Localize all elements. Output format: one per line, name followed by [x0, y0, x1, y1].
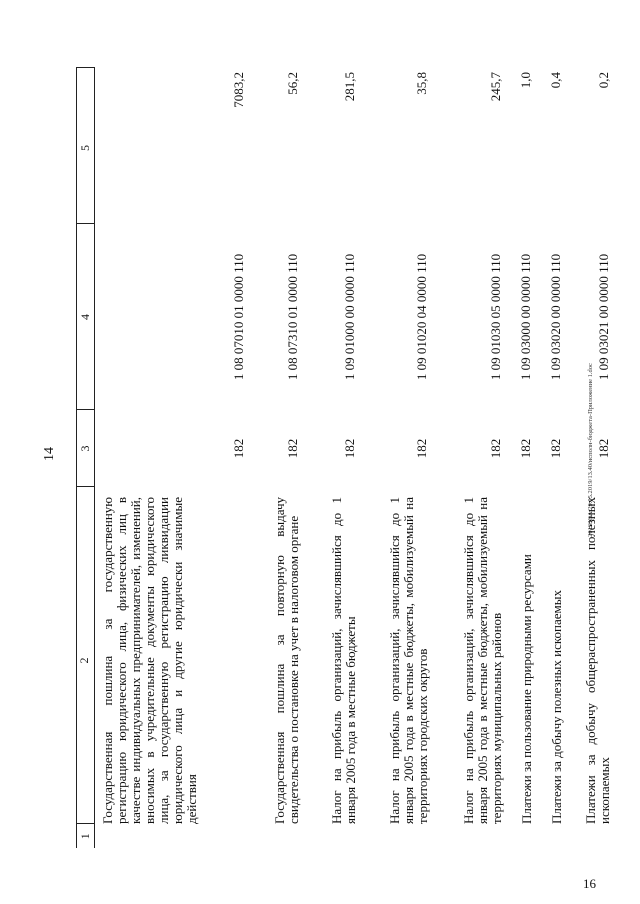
row-name: Государственная пошлина за повторную выдачу свидетельства о постановке на учет в налоговом органе [271, 497, 301, 824]
row-name: Налог на прибыль организаций, зачислявшийся до 1 января 2005 года в местные бюджеты [328, 497, 358, 824]
row-name: Налог на прибыль организаций, зачислявшийся до 1 января 2005 года в местные бюджеты, мобилизуемый на территориях муниципальных районов [460, 497, 504, 824]
row-name: Налог на прибыль организаций, зачислявшийся до 1 января 2005 года в местные бюджеты, мобилизуемый на территориях городских округов [386, 497, 430, 824]
table-row [247, 68, 301, 848]
column-number-row [77, 68, 95, 848]
row-amount: 245,7 [487, 72, 503, 102]
table-row [301, 68, 358, 848]
row-amount: 1,0 [517, 72, 533, 89]
row-kbk-code: 1 09 01020 04 0000 110 [413, 253, 429, 381]
row-name: Платежи за добычу общераспространенных полезных ископаемых [582, 497, 612, 824]
column-number: 1 [77, 824, 95, 848]
row-name: Платежи за добычу полезных ископаемых [548, 590, 564, 824]
row-admin-code: 182 [547, 438, 563, 459]
table-row [95, 68, 247, 848]
row-admin-code: 182 [341, 438, 357, 459]
table-row [504, 68, 534, 848]
row-amount: 0,4 [547, 72, 563, 89]
row-kbk-code: 1 09 03021 00 0000 110 [595, 253, 611, 381]
row-kbk-code: 1 09 03020 00 0000 110 [547, 253, 563, 381]
row-admin-code: 182 [517, 438, 533, 459]
row-admin-code: 182 [595, 438, 611, 459]
page-counter: 16 [583, 876, 596, 891]
file-path-footer: 2013ЗОА/29.05.2019/13.40/исполн-бюджета-Приложение 1.doc [587, 363, 594, 537]
row-kbk-code: 1 09 01000 00 0000 110 [341, 253, 357, 381]
row-admin-code: 182 [230, 438, 246, 459]
table-row [564, 68, 612, 848]
row-name: Платежи за пользование природными ресурсами [518, 554, 534, 824]
table-row [430, 68, 504, 848]
row-amount: 7083,2 [230, 72, 246, 108]
row-kbk-code: 1 08 07310 01 0000 110 [284, 253, 300, 381]
row-admin-code: 182 [487, 438, 503, 459]
page-number: 14 [42, 447, 57, 461]
column-number: 4 [77, 224, 95, 410]
budget-table [76, 68, 612, 849]
column-number: 2 [77, 487, 95, 824]
table-row [534, 68, 564, 848]
column-number: 5 [77, 68, 95, 224]
row-amount: 0,2 [595, 72, 611, 89]
column-number: 3 [77, 410, 95, 487]
row-amount: 35,8 [413, 72, 429, 95]
row-amount: 281,5 [341, 72, 357, 102]
row-amount: 56,2 [284, 72, 300, 95]
row-admin-code: 182 [284, 438, 300, 459]
row-kbk-code: 1 08 07010 01 0000 110 [230, 253, 246, 381]
row-name: Государственная пошлина за государственную регистрацию юридического лица, физических лиц в качестве индивидуальных предпринимателей, изменений, вносимых в учредительные документы юридического лица, за государственную регистрацию ликвидации юридического лица и другие юридически значимые действия [100, 497, 199, 824]
row-kbk-code: 1 09 01030 05 0000 110 [487, 253, 503, 381]
row-admin-code: 182 [413, 438, 429, 459]
row-kbk-code: 1 09 03000 00 0000 110 [517, 253, 533, 381]
table-row [358, 68, 430, 848]
